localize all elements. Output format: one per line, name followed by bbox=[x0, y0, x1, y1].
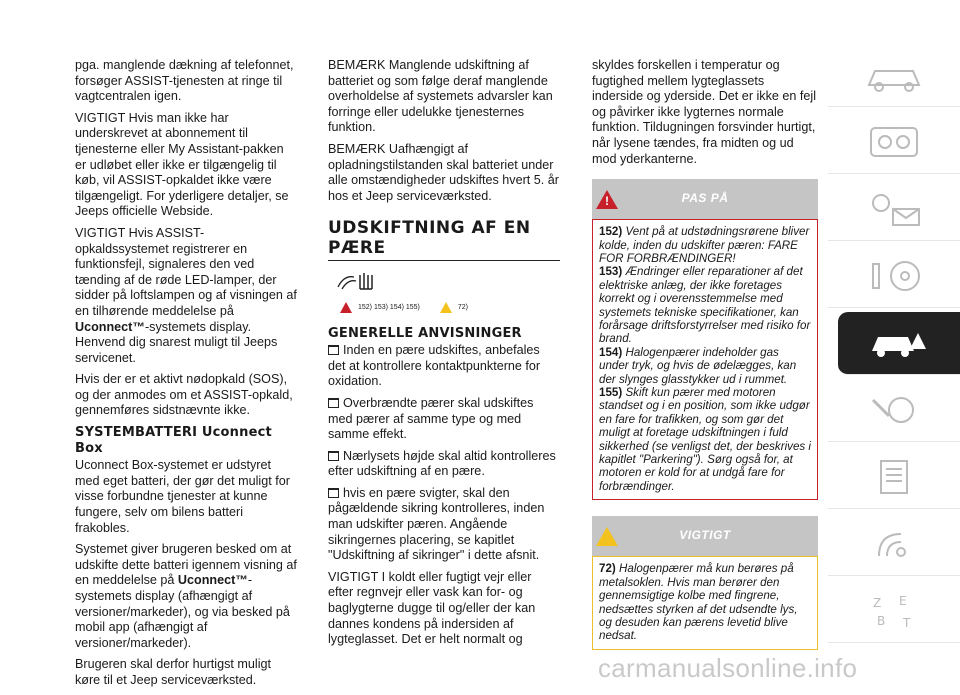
svg-text:T: T bbox=[903, 616, 911, 630]
emergency-car-icon bbox=[864, 319, 934, 367]
chapter-heading: UDSKIFTNING AF EN PÆRE bbox=[328, 218, 560, 261]
paragraph: VIGTIGT Hvis man ikke har underskrevet at abonnement til tjenesterne eller My Assistant-pakken er udløbet eller ikke er tilgængelig til køb, vil ASSIST-opkaldet ikke være tilgængeligt. For yderligere detaljer, se Jeeps officielle Webside. bbox=[75, 110, 289, 219]
dashboard-icon bbox=[859, 118, 929, 166]
sidebar-tab-emergency[interactable] bbox=[838, 312, 960, 375]
section-heading-battery: SYSTEMBATTERI Uconnect Box bbox=[75, 425, 272, 456]
steering-wheel-icon bbox=[859, 252, 929, 300]
sidebar-tab-maintenance[interactable] bbox=[828, 379, 960, 442]
warning-triangle-icon bbox=[594, 179, 620, 219]
sidebar-tab-multimedia[interactable] bbox=[828, 513, 960, 576]
car-info-icon bbox=[859, 51, 929, 99]
paragraph: BEMÆRK Manglende udskiftning af batteriet og som følge deraf manglende overholdelse af systemets advarsler kan forringe eller udelukke tjenesternes funktion. bbox=[328, 58, 553, 135]
caution-triangle-icon bbox=[594, 516, 620, 556]
chapter-sidebar bbox=[828, 44, 960, 647]
warning-item: 155) Skift kun pærer med motoren standset og i en position, som ikke udgør en fare for trafikken, og som gør det muligt at foretage udskiftningen i fuld sikkerhed (se venligst det, der beskrives i kapitlet "Parkering"). Sørg også for, at motoren er kold for at undgå fare for forbrændinger. bbox=[599, 386, 811, 493]
section-heading-general: GENERELLE ANVISNINGER bbox=[328, 325, 522, 341]
svg-text:E: E bbox=[899, 594, 907, 608]
warning-item: 153) Ændringer eller reparationer af det elektriske anlæg, der ikke foretages korrekt og i overensstemmelse med systemets tekniske specifikationer, kan forårsage driftsforstyrrelser med risiko for brand. bbox=[599, 265, 811, 346]
paragraph: skyldes forskellen i temperatur og fugtighed mellem lygteglassets inderside og yderside. Det er ikke en fejl og påvirker ikke lygternes normale funktion. Tildugningen forsvinder hurtigt, når lysene tændes, fra midten og ud mod yderkanterne. bbox=[592, 58, 817, 166]
caution-triangle-icon bbox=[440, 302, 452, 313]
warning-box bbox=[592, 219, 818, 500]
warning-references: 152) 153) 154) 155) 72) bbox=[340, 300, 560, 316]
lights-mail-icon bbox=[859, 185, 929, 233]
warning-item: 152) Vent på at udstødningsrørene bliver kolde, inden du udskifter pæren: FARE FOR FORBRÆNDINGER! bbox=[599, 225, 810, 265]
sidebar-tab-index[interactable] bbox=[828, 580, 960, 643]
svg-text:Z: Z bbox=[873, 596, 882, 610]
paragraph: Brugeren skal derfor hurtigst muligt køre til et Jeep serviceværksted. bbox=[75, 657, 271, 687]
paragraph: Uconnect Box-systemet er udstyret med eget batteri, der gør det muligt for visse forbundne tjenester at kunne fungere, selv om bilens batteri frakobles. bbox=[75, 458, 290, 535]
sidebar-tab-specs[interactable] bbox=[828, 446, 960, 509]
column-1 bbox=[75, 58, 297, 695]
sidebar-tab-dashboard[interactable] bbox=[828, 111, 960, 174]
column-2 bbox=[328, 58, 560, 654]
multimedia-icon bbox=[859, 520, 929, 568]
important-item: 72) Halogenpærer må kun berøres på metalsoklen. Hvis man berører den gennemsigtige kolbe med fingrene, nedsættes styrken af det udsendte lys, og desuden kan pærens levetid blive nedsat. bbox=[599, 562, 798, 643]
alphabet-index-icon bbox=[859, 587, 929, 635]
warning-box-header: ! PAS PÅ bbox=[592, 179, 818, 219]
bulb-icon bbox=[334, 269, 560, 298]
sidebar-tab-safety[interactable] bbox=[828, 245, 960, 308]
column-3 bbox=[592, 58, 818, 650]
sidebar-tab-car[interactable] bbox=[828, 44, 960, 107]
important-box bbox=[592, 556, 818, 649]
paragraph: Hvis der er et aktivt nødopkald (SOS), og der anmodes om et ASSIST-opkald, gennemføres sidstnævnte ikke. bbox=[75, 372, 293, 418]
important-box-header: VIGTIGT bbox=[592, 516, 818, 556]
paragraph: BEMÆRK Uafhængigt af opladningstilstanden skal batteriet under alle omstændigheder udskiftes hvert 5. år hos et Jeep serviceværksted. bbox=[328, 141, 560, 203]
paragraph: VIGTIGT Hvis ASSIST-opkaldssystemet registrerer en funktionsfejl, signaleres den ved tænding af de røde LED-lamper, der sidder på loftslampen og af visningen af en tilhørende meddelelse på Uconnect™-systemets display. Henvend dig snarest muligt til Jeeps servicenet. bbox=[75, 225, 297, 365]
warning-triangle-icon bbox=[340, 302, 352, 313]
specifications-icon bbox=[859, 453, 929, 501]
paragraph: pga. manglende dækning af telefonnet, forsøger ASSIST-tjenesten at ringe til vagtcentralen igen. bbox=[75, 58, 294, 104]
bullet-item: Overbrændte pærer skal udskiftes med pærer af samme type og med samme effekt. bbox=[328, 396, 560, 443]
sidebar-tab-lights[interactable] bbox=[828, 178, 960, 241]
svg-text:B: B bbox=[877, 614, 886, 628]
bullet-item: hvis en pære svigter, skal den pågældende sikring kontrolleres, inden man udskifter pæren. Angående sikringernes placering, se kapitlet "Udskiftning af sikringer" i dette afsnit. bbox=[328, 486, 560, 564]
maintenance-icon bbox=[859, 386, 929, 434]
paragraph: VIGTIGT I koldt eller fugtigt vejr eller efter regnvejr eller vask kan for- og baglygterne dugge til og/eller der kan dannes kondens på indersiden af lygteglasset. Det er helt normalt og bbox=[328, 569, 536, 647]
warning-item: 154) Halogenpærer indeholder gas under tryk, og hvis de ødelægges, kan der slynges glasstykker ud i rummet. bbox=[599, 345, 797, 386]
bullet-item: Inden en pære udskiftes, anbefales det at kontrollere kontaktpunkterne for oxidation. bbox=[328, 343, 560, 390]
paragraph: Systemet giver brugeren besked om at udskifte dette batteri igennem visning af en meddelelse på Uconnect™-systemets display (afhængigt af versioner/markeder), og via besked på mobil app (afhængigt af versioner/markeder). bbox=[75, 542, 297, 650]
watermark: carmanualsonline.info bbox=[598, 653, 858, 683]
bullet-item: Nærlysets højde skal altid kontrolleres efter udskiftning af en pære. bbox=[328, 449, 560, 480]
